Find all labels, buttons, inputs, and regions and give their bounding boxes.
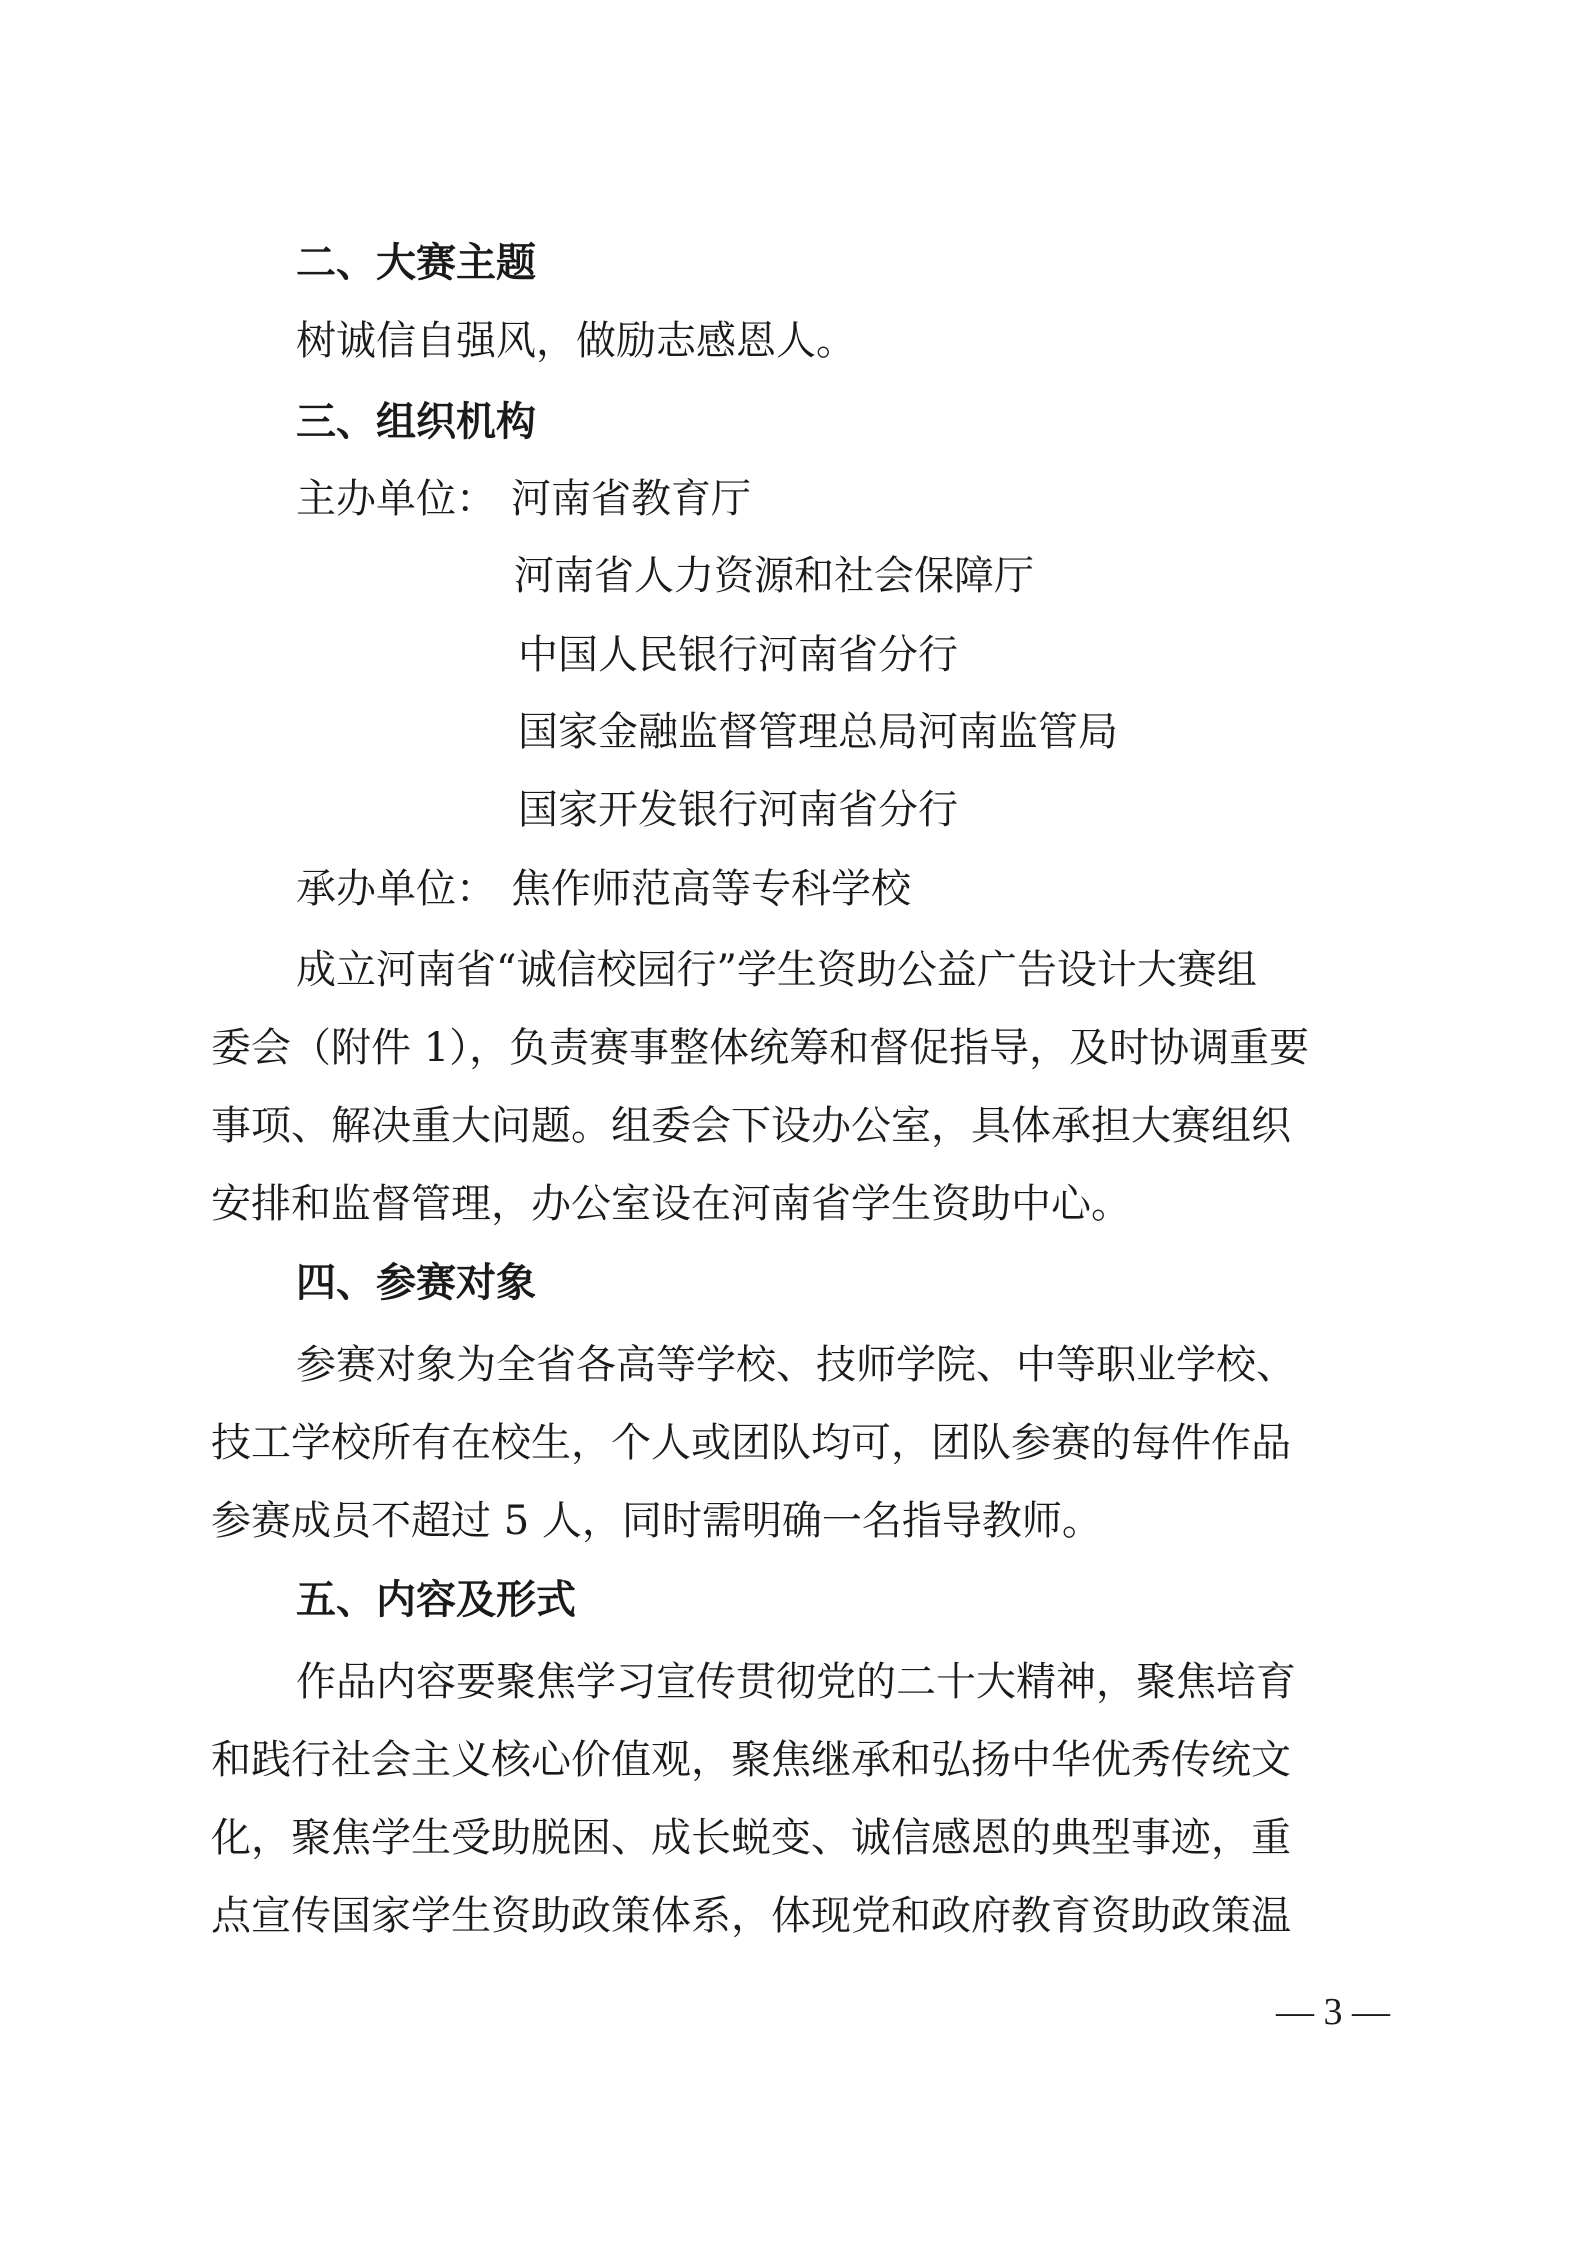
paragraph-line: 事项、解决重大问题。组委会下设办公室，具体承担大赛组织 xyxy=(211,1103,1291,1149)
section-heading-participants: 四、参赛对象 xyxy=(296,1260,536,1306)
host-item: 国家金融监督管理总局河南监管局 xyxy=(518,709,1118,755)
page-number: — 3 — xyxy=(1276,1991,1390,2033)
host-item: 国家开发银行河南省分行 xyxy=(518,787,958,833)
theme-text: 树诚信自强风，做励志感恩人。 xyxy=(296,318,856,364)
paragraph-line: 作品内容要聚焦学习宣传贯彻党的二十大精神，聚焦培育 xyxy=(296,1659,1296,1705)
paragraph-line: 化，聚焦学生受助脱困、成长蜕变、诚信感恩的典型事迹，重 xyxy=(211,1815,1291,1861)
paragraph-line: 和践行社会主义核心价值观，聚焦继承和弘扬中华优秀传统文 xyxy=(211,1737,1291,1783)
section-heading-organization: 三、组织机构 xyxy=(296,399,536,445)
paragraph-line: 参赛成员不超过 5 人，同时需明确一名指导教师。 xyxy=(211,1498,1102,1544)
paragraph-line: 成立河南省“诚信校园行”学生资助公益广告设计大赛组 xyxy=(296,947,1257,993)
paragraph-line: 技工学校所有在校生，个人或团队均可，团队参赛的每件作品 xyxy=(211,1420,1291,1466)
section-heading-theme: 二、大赛主题 xyxy=(296,240,536,286)
host-item: 河南省教育厅 xyxy=(511,476,751,522)
paragraph-line: 点宣传国家学生资助政策体系，体现党和政府教育资助政策温 xyxy=(211,1893,1291,1939)
paragraph-line: 参赛对象为全省各高等学校、技师学院、中等职业学校、 xyxy=(296,1342,1296,1388)
paragraph-line: 安排和监督管理，办公室设在河南省学生资助中心。 xyxy=(211,1181,1131,1227)
host-item: 中国人民银行河南省分行 xyxy=(518,632,958,678)
section-heading-content-form: 五、内容及形式 xyxy=(296,1577,576,1623)
paragraph-line: 委会（附件 1），负责赛事整体统筹和督促指导，及时协调重要 xyxy=(211,1025,1310,1071)
host-label: 主办单位： xyxy=(296,476,496,522)
organizer-value: 焦作师范高等专科学校 xyxy=(511,866,911,912)
organizer-label: 承办单位： xyxy=(296,866,496,912)
host-item: 河南省人力资源和社会保障厅 xyxy=(514,553,1034,599)
